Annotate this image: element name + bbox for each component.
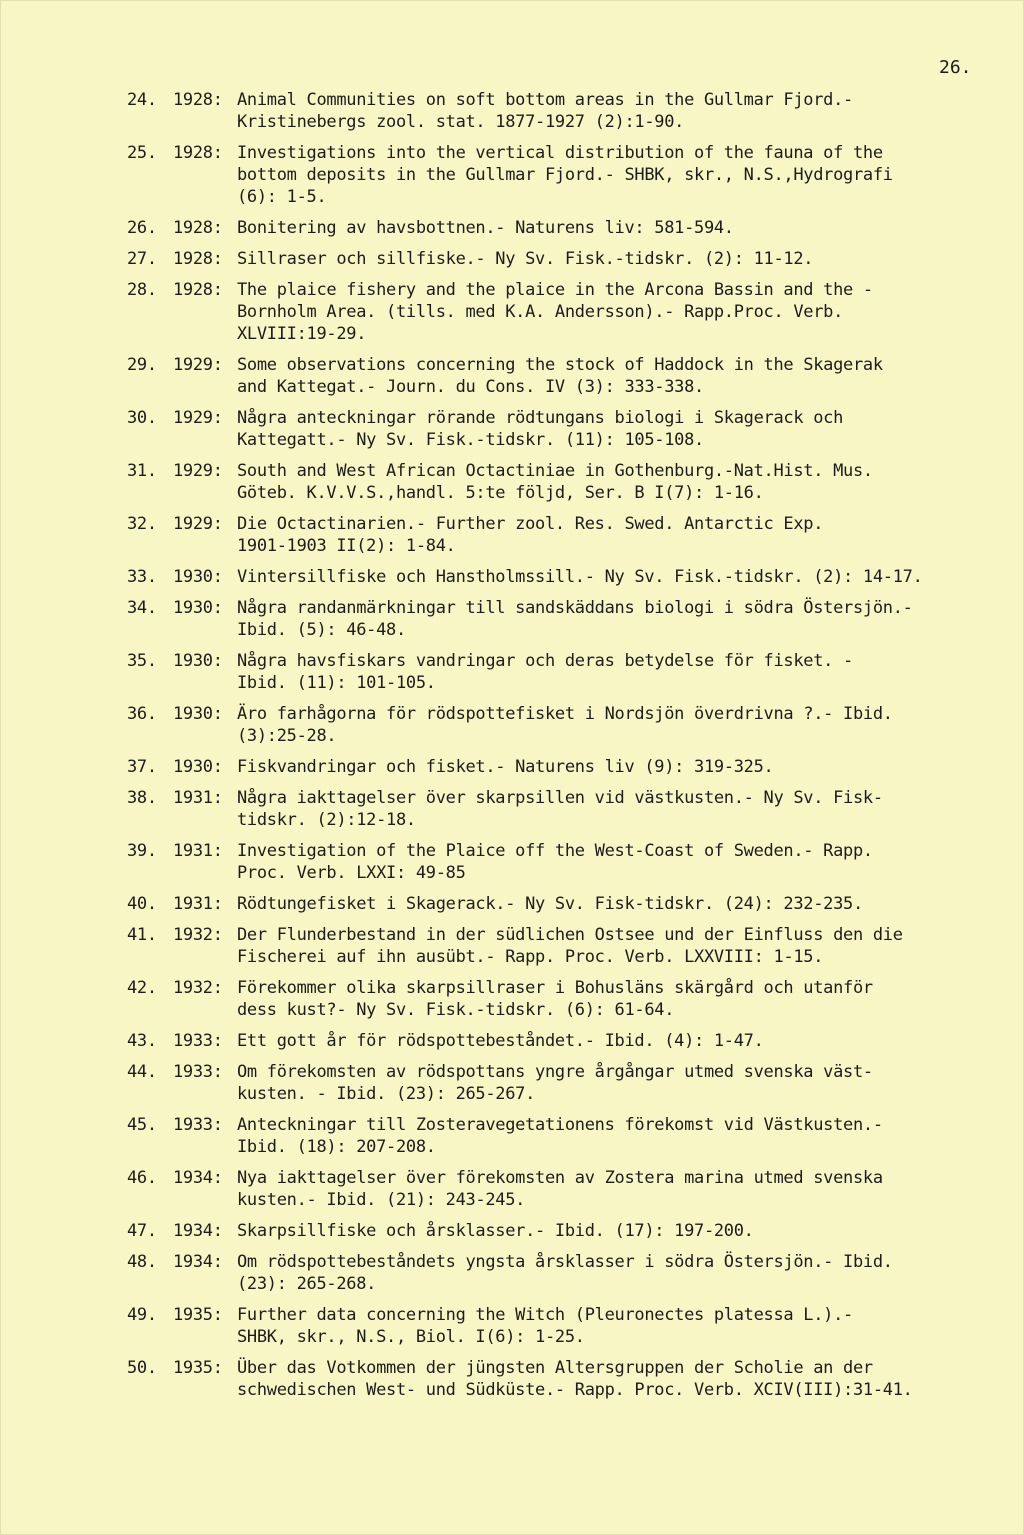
reference-number: 30.: [127, 408, 157, 428]
reference-citation: Några havsfiskars vandringar och deras betydelse för fisket. - Ibid. (11): 101-105.: [237, 651, 853, 693]
reference-entry: [127, 1220, 1007, 1242]
reference-citation: The plaice fishery and the plaice in the Arcona Bassin and the - Bornholm Area. (tills. med K.A. Andersson).- Rapp.Proc. Verb. XLVIII:19-29.: [237, 280, 873, 344]
reference-entry: [127, 1304, 1007, 1348]
reference-entry: [127, 566, 1007, 588]
reference-number: 41.: [127, 925, 157, 945]
reference-year: 1934:: [173, 1221, 223, 1241]
reference-citation: Animal Communities on soft bottom areas in the Gullmar Fjord.- Kristinebergs zool. stat. 1877-1927 (2):1-90.: [237, 90, 853, 132]
reference-entry: [127, 650, 1007, 694]
reference-number: 39.: [127, 841, 157, 861]
reference-year: 1930:: [173, 567, 223, 587]
reference-citation: Nya iakttagelser över förekomsten av Zostera marina utmed svenska kusten.- Ibid. (21): 243-245.: [237, 1168, 883, 1210]
reference-year: 1935:: [173, 1305, 223, 1325]
reference-citation: Rödtungefisket i Skagerack.- Ny Sv. Fisk-tidskr. (24): 232-235.: [237, 894, 863, 914]
reference-number: 42.: [127, 978, 157, 998]
reference-entry: [127, 840, 1007, 884]
reference-number: 31.: [127, 461, 157, 481]
reference-number: 46.: [127, 1168, 157, 1188]
reference-entry: [127, 787, 1007, 831]
reference-entry: [127, 924, 1007, 968]
reference-entry: [127, 248, 1007, 270]
reference-entry: [127, 1114, 1007, 1158]
reference-year: 1928:: [173, 143, 223, 163]
reference-citation: Några randanmärkningar till sandskäddans biologi i södra Östersjön.- Ibid. (5): 46-48.: [237, 598, 913, 640]
reference-list: [127, 89, 1007, 1410]
reference-citation: Några anteckningar rörande rödtungans biologi i Skagerack och Kattegatt.- Ny Sv. Fisk.-tidskr. (11): 105-108.: [237, 408, 844, 450]
reference-number: 35.: [127, 651, 157, 671]
reference-year: 1931:: [173, 841, 223, 861]
reference-year: 1929:: [173, 355, 223, 375]
reference-year: 1930:: [173, 598, 223, 618]
reference-year: 1934:: [173, 1168, 223, 1188]
reference-entry: [127, 597, 1007, 641]
reference-number: 34.: [127, 598, 157, 618]
reference-year: 1932:: [173, 978, 223, 998]
reference-citation: Further data concerning the Witch (Pleuronectes platessa L.).- SHBK, skr., N.S., Biol. I(6): 1-25.: [237, 1305, 853, 1347]
reference-citation: South and West African Octactiniae in Gothenburg.-Nat.Hist. Mus. Göteb. K.V.V.S.,handl. 5:te följd, Ser. B I(7): 1-16.: [237, 461, 873, 503]
reference-number: 29.: [127, 355, 157, 375]
reference-number: 44.: [127, 1062, 157, 1082]
reference-year: 1932:: [173, 925, 223, 945]
reference-year: 1934:: [173, 1252, 223, 1272]
reference-citation: Om förekomsten av rödspottans yngre årgångar utmed svenska väst- kusten. - Ibid. (23): 265-267.: [237, 1062, 873, 1104]
reference-entry: [127, 407, 1007, 451]
reference-number: 37.: [127, 757, 157, 777]
reference-entry: [127, 1251, 1007, 1295]
reference-entry: [127, 1167, 1007, 1211]
reference-entry: [127, 756, 1007, 778]
reference-year: 1929:: [173, 461, 223, 481]
reference-year: 1929:: [173, 514, 223, 534]
reference-number: 25.: [127, 143, 157, 163]
reference-year: 1931:: [173, 894, 223, 914]
reference-citation: Några iakttagelser över skarpsillen vid västkusten.- Ny Sv. Fisk- tidskr. (2):12-18.: [237, 788, 883, 830]
reference-citation: Die Octactinarien.- Further zool. Res. Swed. Antarctic Exp. 1901-1903 II(2): 1-84.: [237, 514, 824, 556]
reference-entry: [127, 89, 1007, 133]
reference-number: 32.: [127, 514, 157, 534]
reference-entry: [127, 893, 1007, 915]
reference-citation: Om rödspottebeståndets yngsta årsklasser i södra Östersjön.- Ibid. (23): 265-268.: [237, 1252, 893, 1294]
reference-entry: [127, 1061, 1007, 1105]
reference-citation: Förekommer olika skarpsillraser i Bohusläns skärgård och utanför dess kust?- Ny Sv. Fisk.-tidskr. (6): 61-64.: [237, 978, 873, 1020]
reference-citation: Vintersillfiske och Hanstholmssill.- Ny Sv. Fisk.-tidskr. (2): 14-17.: [237, 567, 923, 587]
reference-citation: Investigations into the vertical distribution of the fauna of the bottom deposits in the Gullmar Fjord.- SHBK, skr., N.S.,Hydrografi (6): 1-5.: [237, 143, 893, 207]
reference-number: 48.: [127, 1252, 157, 1272]
reference-number: 47.: [127, 1221, 157, 1241]
reference-year: 1935:: [173, 1358, 223, 1378]
reference-year: 1931:: [173, 788, 223, 808]
reference-number: 45.: [127, 1115, 157, 1135]
reference-entry: [127, 460, 1007, 504]
reference-year: 1930:: [173, 757, 223, 777]
reference-number: 43.: [127, 1031, 157, 1051]
reference-citation: Sillraser och sillfiske.- Ny Sv. Fisk.-tidskr. (2): 11-12.: [237, 249, 814, 269]
reference-year: 1928:: [173, 280, 223, 300]
reference-entry: [127, 217, 1007, 239]
reference-citation: Some observations concerning the stock of Haddock in the Skagerak and Kattegat.- Journ. du Cons. IV (3): 333-338.: [237, 355, 883, 397]
reference-entry: [127, 354, 1007, 398]
reference-citation: Fiskvandringar och fisket.- Naturens liv (9): 319-325.: [237, 757, 774, 777]
reference-number: 27.: [127, 249, 157, 269]
reference-entry: [127, 1030, 1007, 1052]
reference-entry: [127, 977, 1007, 1021]
reference-citation: Investigation of the Plaice off the West-Coast of Sweden.- Rapp. Proc. Verb. LXXI: 49-85: [237, 841, 873, 883]
reference-number: 26.: [127, 218, 157, 238]
reference-entry: [127, 142, 1007, 208]
reference-citation: Skarpsillfiske och årsklasser.- Ibid. (17): 197-200.: [237, 1221, 754, 1241]
reference-year: 1929:: [173, 408, 223, 428]
reference-number: 24.: [127, 90, 157, 110]
reference-entry: [127, 1357, 1007, 1401]
reference-year: 1933:: [173, 1031, 223, 1051]
reference-year: 1928:: [173, 90, 223, 110]
reference-number: 36.: [127, 704, 157, 724]
reference-number: 33.: [127, 567, 157, 587]
reference-citation: Über das Votkommen der jüngsten Altersgruppen der Scholie an der schwedischen West- und Südküste.- Rapp. Proc. Verb. XCIV(III):31-41.: [237, 1358, 913, 1400]
reference-year: 1933:: [173, 1115, 223, 1135]
reference-number: 50.: [127, 1358, 157, 1378]
reference-number: 38.: [127, 788, 157, 808]
reference-entry: [127, 513, 1007, 557]
reference-entry: [127, 703, 1007, 747]
reference-number: 40.: [127, 894, 157, 914]
reference-year: 1933:: [173, 1062, 223, 1082]
page-number: 26.: [939, 57, 972, 78]
reference-year: 1928:: [173, 249, 223, 269]
reference-number: 28.: [127, 280, 157, 300]
reference-year: 1928:: [173, 218, 223, 238]
reference-citation: Äro farhågorna för rödspottefisket i Nordsjön överdrivna ?.- Ibid. (3):25-28.: [237, 704, 893, 746]
reference-year: 1930:: [173, 651, 223, 671]
reference-entry: [127, 279, 1007, 345]
reference-year: 1930:: [173, 704, 223, 724]
reference-number: 49.: [127, 1305, 157, 1325]
reference-citation: Anteckningar till Zosteravegetationens förekomst vid Västkusten.- Ibid. (18): 207-208.: [237, 1115, 883, 1157]
reference-citation: Bonitering av havsbottnen.- Naturens liv: 581-594.: [237, 218, 734, 238]
reference-citation: Ett gott år för rödspottebeståndet.- Ibid. (4): 1-47.: [237, 1031, 764, 1051]
reference-citation: Der Flunderbestand in der südlichen Ostsee und der Einfluss den die Fischerei auf ihn ausübt.- Rapp. Proc. Verb. LXXVIII: 1-15.: [237, 925, 903, 967]
